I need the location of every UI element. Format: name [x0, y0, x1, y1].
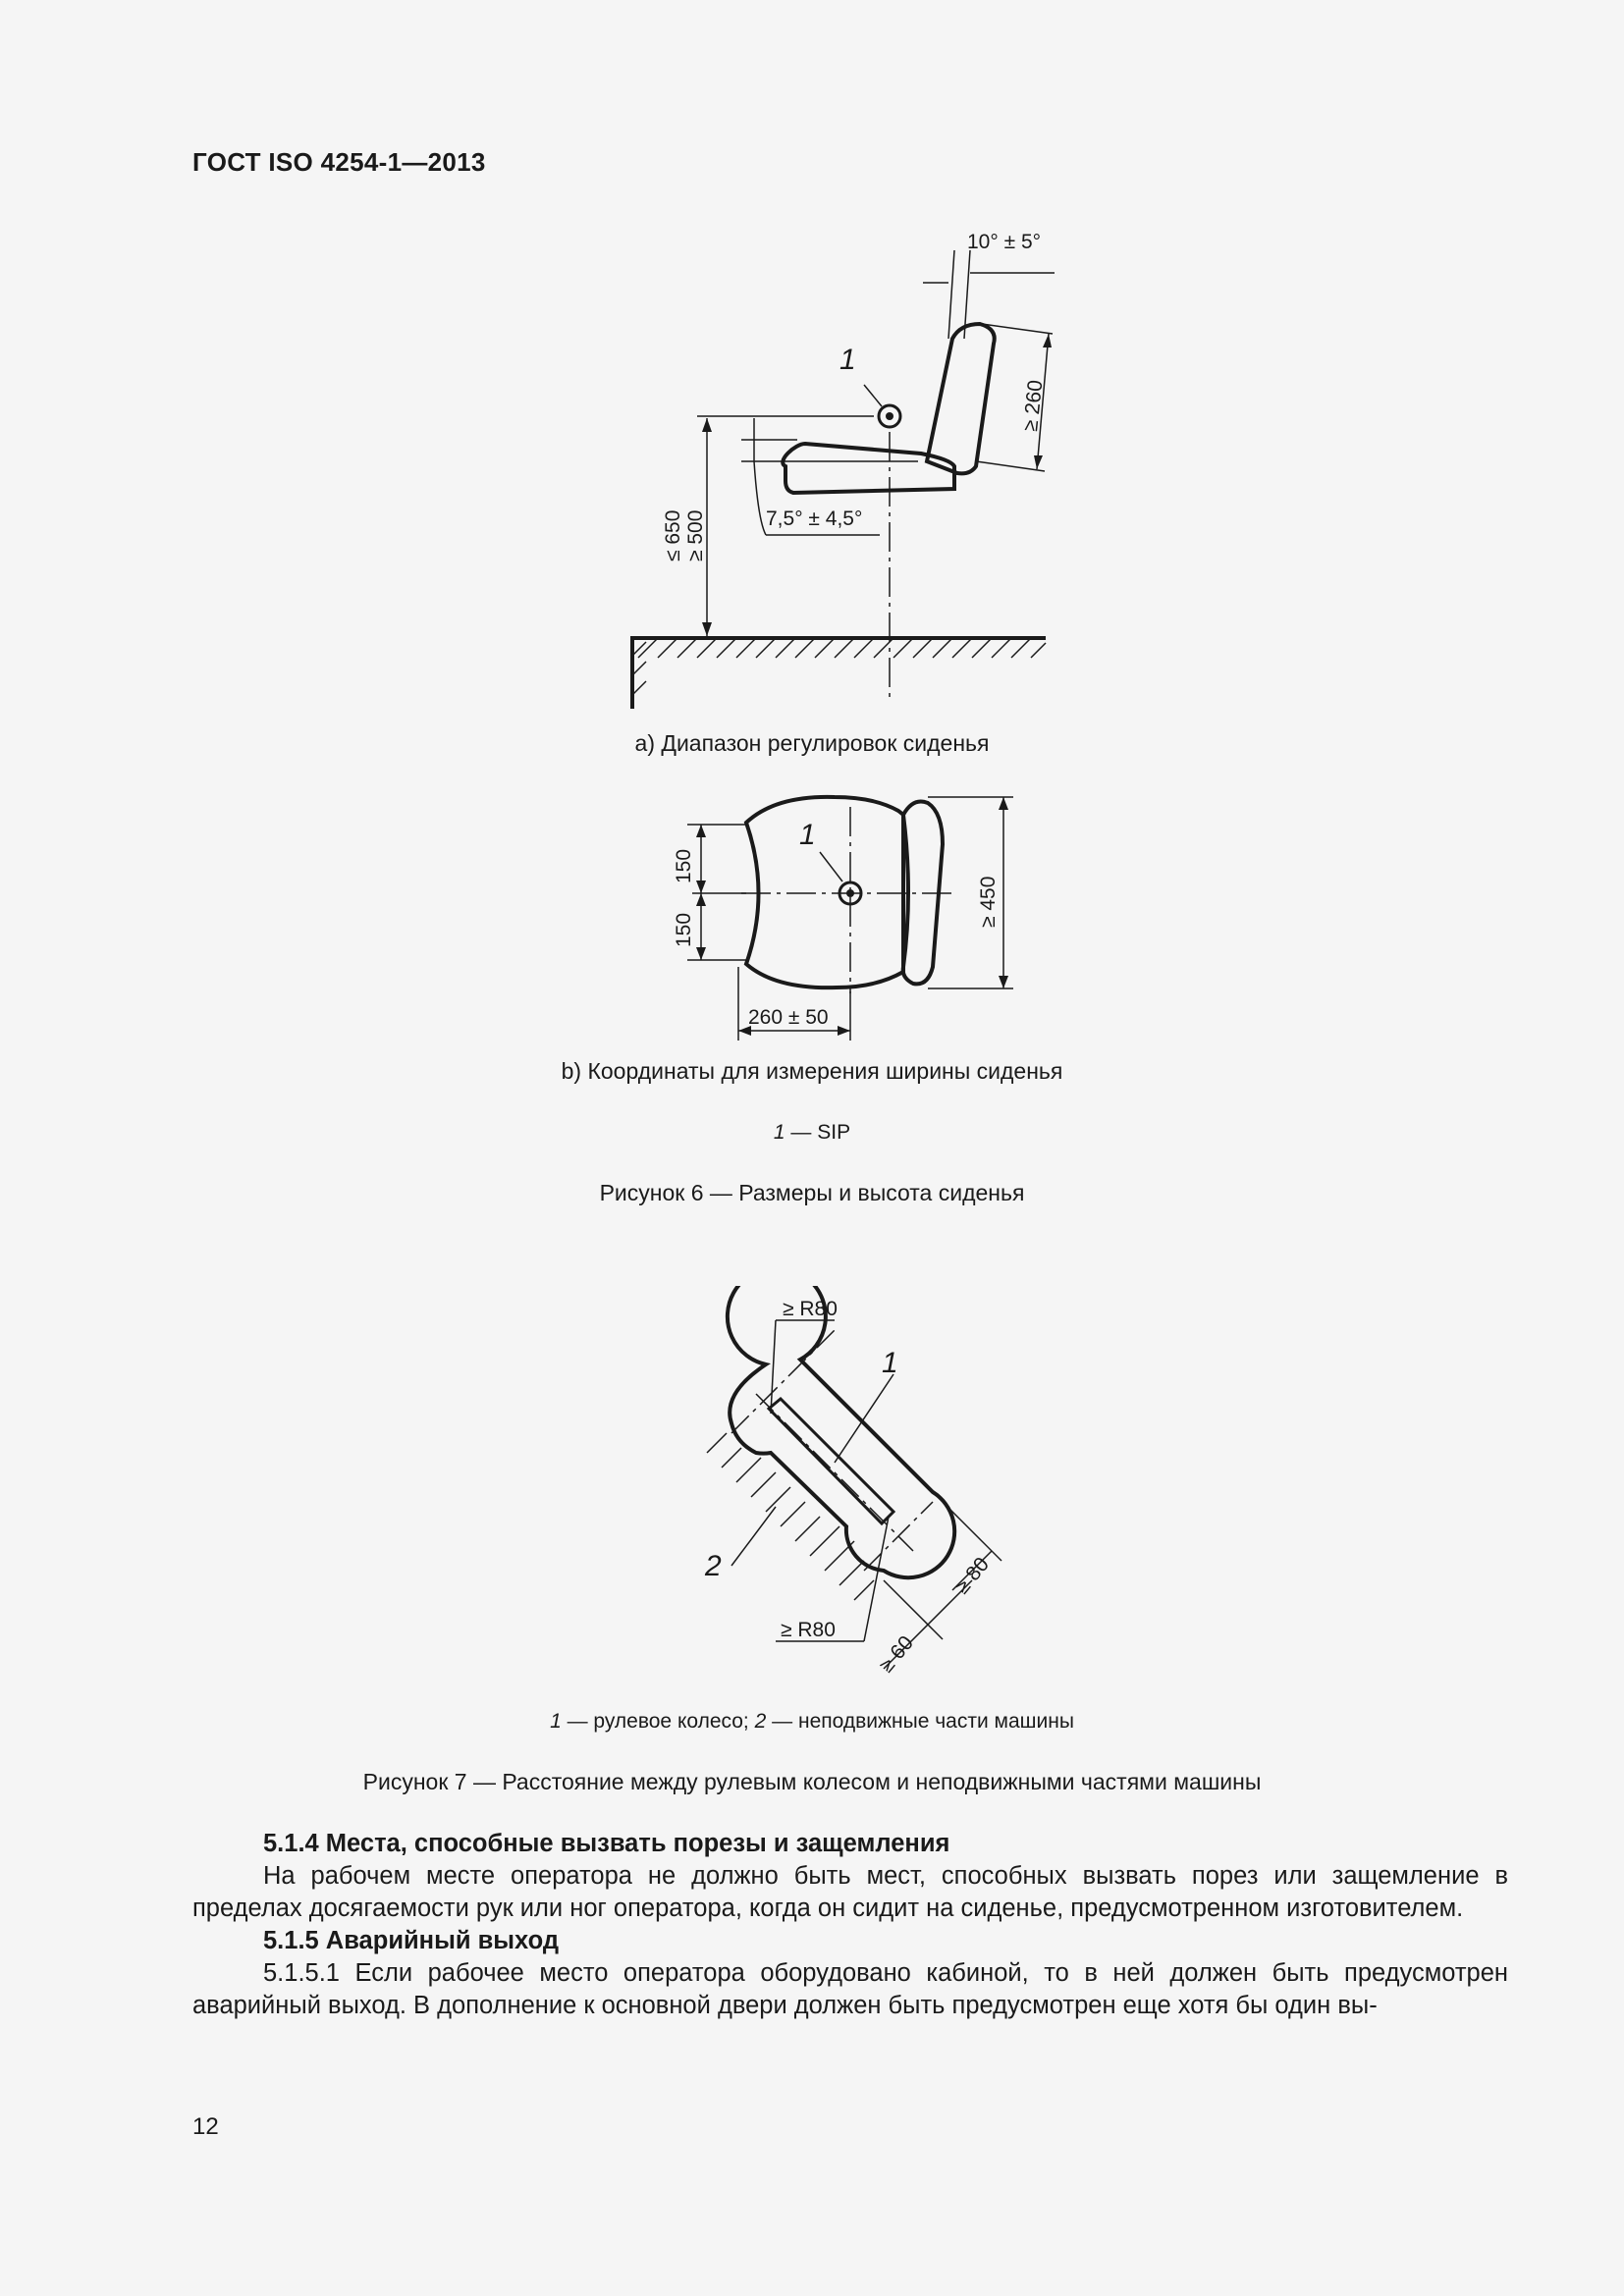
dim-backrest-length: ≥ 260: [1019, 378, 1048, 433]
figure-7-legend: [0, 1710, 1624, 1734]
figure-6-legend: [0, 1121, 1624, 1145]
dim-height-min: ≥ 500: [684, 509, 707, 561]
dim-seat-depth: 260 ± 50: [748, 1006, 829, 1029]
figure-6b-caption: b) Координаты для измерения ширины сиденья: [561, 1058, 1063, 1084]
dim-radius-top: ≥ R80: [783, 1298, 838, 1320]
figure-6-caption: Рисунок 6 — Размеры и высота сиденья: [599, 1180, 1025, 1205]
dim-seat-width: ≥ 450: [977, 876, 1000, 928]
figure-6a-seat-adjustment-diagram: [589, 216, 1080, 726]
page-number: 12: [192, 2113, 219, 2140]
section-5-1-4-title: 5.1.4 Места, способные вызвать порезы и защемления: [263, 1830, 950, 1857]
dim-height-max: ≤ 650: [662, 509, 684, 561]
legend-num: 1: [773, 1121, 785, 1144]
dim-radius-bottom: ≥ R80: [781, 1619, 836, 1641]
marker-1: 1: [882, 1347, 898, 1379]
marker-1: 1: [799, 819, 816, 851]
figure-6a-caption: a) Диапазон регулировок сиденья: [634, 730, 990, 756]
legend-text: — SIP: [785, 1121, 851, 1144]
dim-angle-back: 10° ± 5°: [967, 231, 1042, 253]
dim-angle-seat: 7,5° ± 4,5°: [766, 507, 863, 530]
figure-7-caption: Рисунок 7 — Расстояние между рулевым колесом и неподвижными частями машины: [362, 1769, 1262, 1794]
figure-7-steering-wheel-clearance-diagram: [687, 1286, 1041, 1679]
legend-num-1: 1: [550, 1710, 562, 1733]
legend-text-1: — рулевое колесо;: [561, 1710, 755, 1733]
dim-half-width-top: 150: [673, 848, 695, 883]
dim-clearance-60: ≥ 60: [875, 1631, 919, 1678]
legend-num-2: 2: [754, 1710, 767, 1733]
section-5-1-4: [192, 1828, 1508, 2022]
section-5-1-5-1-body: 5.1.5.1 Если рабочее место оператора оборудовано кабиной, то в ней должен быть предусмотрен аварийный выход. В дополнение к основной двери должен быть предусмотрен еще хотя бы один вы-: [192, 1959, 1508, 2019]
legend-text-2: — неподвижные части машины: [766, 1710, 1074, 1733]
marker-1: 1: [839, 344, 856, 376]
document-header: ГОСТ ISO 4254-1—2013: [192, 147, 486, 177]
section-5-1-4-body: На рабочем месте оператора не должно быть мест, способных вызвать порез или защемление в пределах досягаемости рук или ног оператора, когда он сидит на сиденье, предусмотренном изготовителем.: [192, 1862, 1508, 1922]
figure-6b-seat-width-diagram: [648, 785, 1041, 1050]
section-5-1-5-title: 5.1.5 Аварийный выход: [263, 1927, 560, 1954]
marker-2: 2: [705, 1550, 722, 1582]
dim-clearance-80: ≥ 80: [950, 1553, 995, 1599]
dim-half-width-bottom: 150: [673, 912, 695, 947]
